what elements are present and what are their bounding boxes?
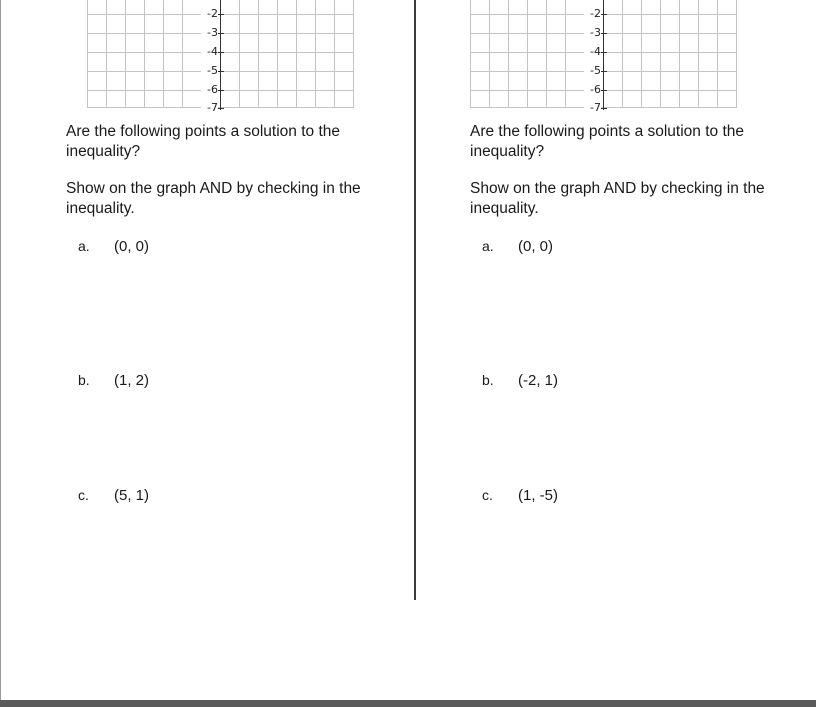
item-letter: a. [482, 238, 494, 254]
y-label-neg2: -2 [590, 7, 601, 20]
item-point: (5, 1) [114, 487, 150, 504]
coordinate-grid-left [87, 0, 355, 112]
item-point: (0, 0) [518, 238, 554, 255]
y-label-neg3: -3 [590, 26, 601, 39]
viewer-bottom-bar [0, 700, 816, 707]
y-label-neg3: -3 [207, 26, 218, 39]
instruction-text: Show on the graph AND by checking in the inequality. [470, 180, 765, 217]
y-label-neg4: -4 [207, 45, 218, 58]
item-letter: b. [482, 372, 494, 388]
item-letter: c. [482, 487, 493, 503]
y-label-neg6: -6 [207, 83, 218, 96]
y-axis-labels [201, 6, 218, 112]
item-letter: c. [78, 487, 89, 503]
y-label-neg6: -6 [590, 83, 601, 96]
question-text: Are the following points a solution to the inequality? [66, 123, 341, 160]
item-letter: a. [78, 238, 90, 254]
item-letter: b. [78, 372, 90, 388]
column-divider [414, 0, 416, 600]
y-label-neg2: -2 [207, 7, 218, 20]
instruction-text: Show on the graph AND by checking in the inequality. [66, 180, 361, 217]
y-axis-labels [584, 6, 601, 112]
y-label-neg5: -5 [590, 64, 601, 77]
coordinate-grid-right [470, 0, 738, 112]
item-point: (1, 2) [114, 372, 150, 389]
item-point: (-2, 1) [518, 372, 559, 389]
y-label-neg7: -7 [207, 101, 218, 112]
question-text: Are the following points a solution to the inequality? [470, 123, 745, 160]
page-edge [0, 0, 1, 700]
y-label-neg5: -5 [207, 64, 218, 77]
item-point: (1, -5) [518, 487, 559, 504]
item-point: (0, 0) [114, 238, 150, 255]
y-label-neg4: -4 [590, 45, 601, 58]
y-label-neg7: -7 [590, 101, 601, 112]
